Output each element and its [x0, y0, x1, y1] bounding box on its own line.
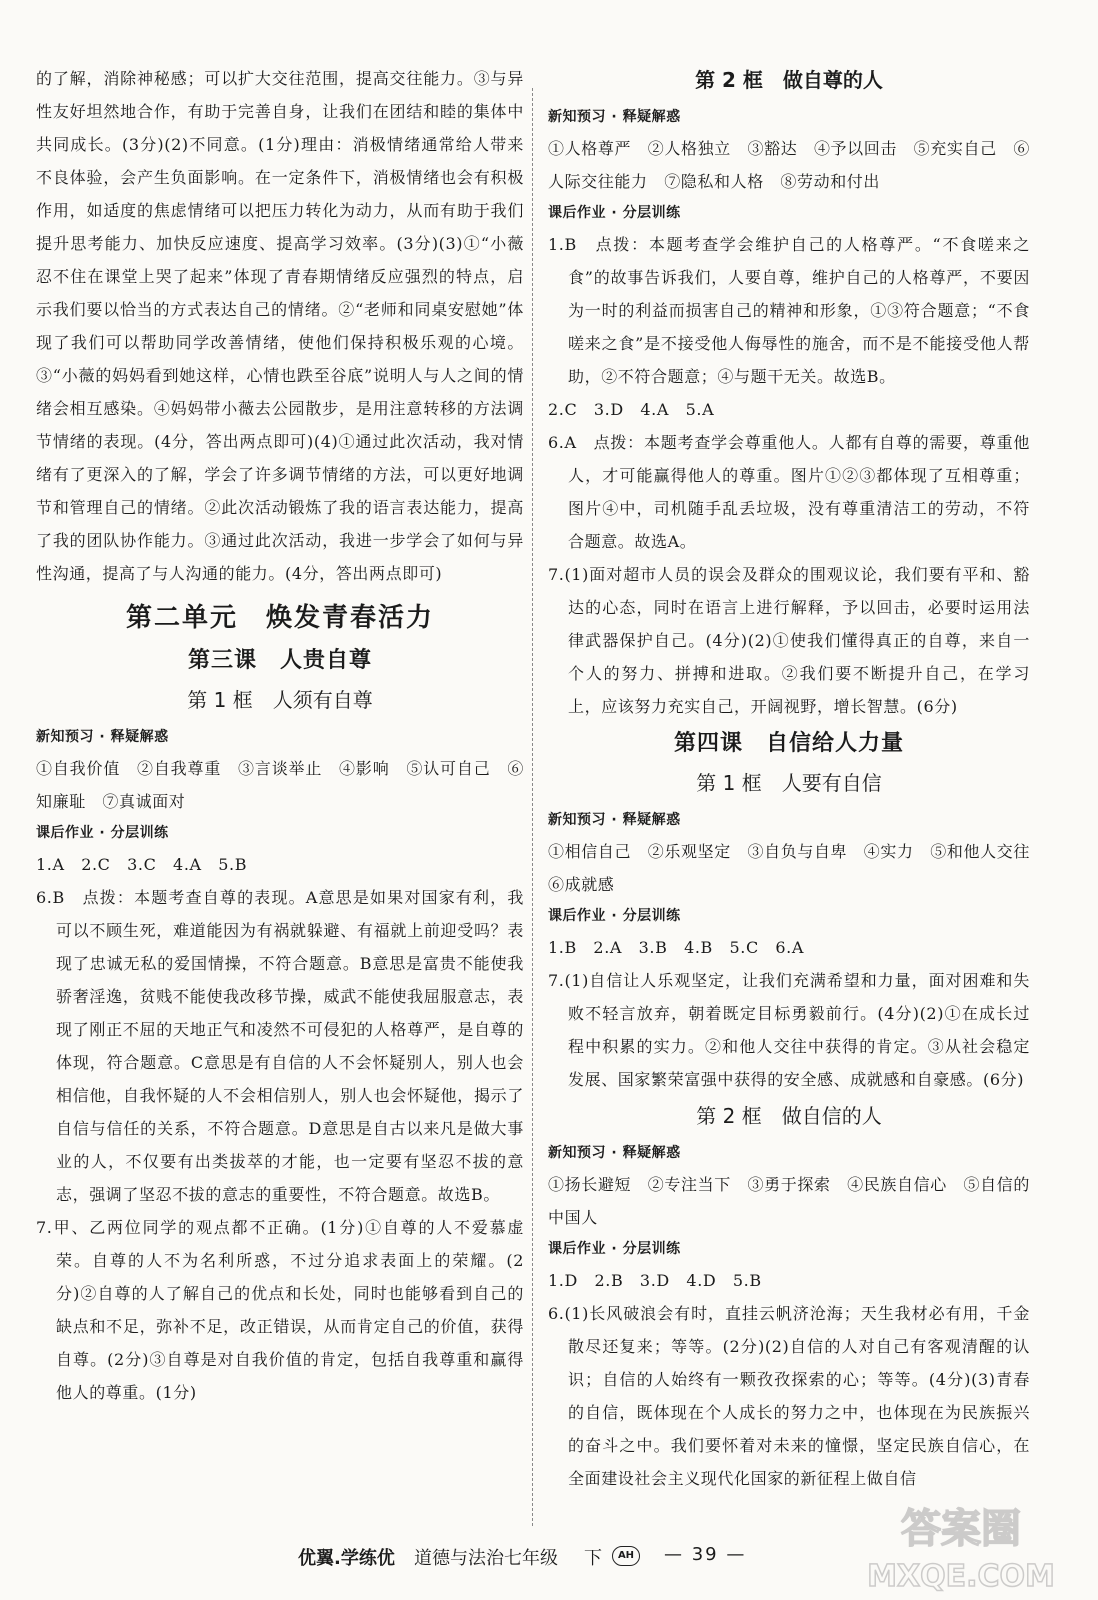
- question-1-answer: 1.B 点拨：本题考查学会维护自己的人格尊严。“不食嗟来之食”的故事告诉我们，人要自尊，维护自己的人格尊严，不要因为一时的利益而损害自己的精神和形象，①③符合题意；“不食嗟来之食”是不接受他人侮辱性的施舍，而不是不能接受他人帮助，②不符合题意；④与题干无关。故选B。: [548, 235, 1030, 386]
- question-7-answer: 7.(1)面对超市人员的误会及群众的围观议论，我们要有平和、豁达的心态，同时在语言上进行解释，予以回击，必要时运用法律武器保护自己。(4分)(2)①使我们懂得真正的自尊，来自一个人的努力、拼搏和进取。②我们要不断提升自己，在学习上，应该努力充实自己，开阔视野，增长智慧。(6分): [548, 565, 1030, 716]
- frame-title: 第 1 框 人要有自信: [696, 771, 882, 795]
- section-heading-homework: 课后作业 · 分层训练: [548, 205, 681, 221]
- section-heading-preview: 新知预习 · 释疑解惑: [548, 109, 681, 125]
- frame-title: 第 2 框 做自信的人: [696, 1104, 882, 1128]
- preview-answers: ①相信自己 ②乐观坚定 ③自负与自卑 ④实力 ⑤和他人交往 ⑥成就感: [548, 842, 1047, 894]
- edition-badge: AH: [612, 1546, 640, 1566]
- frame-title: 第 2 框 做自尊的人: [695, 68, 883, 92]
- frame-title: 第 1 框 人须有自尊: [187, 688, 373, 712]
- question-7-answer: 7.(1)自信让人乐观坚定，让我们充满希望和力量，面对困难和失败不轻言放弃，朝着既定目标勇毅前行。(4分)(2)①在成长过程中积累的实力。②和他人交往中获得的肯定。③从社会稳定发展、国家繁荣富强中获得的安全感、成就感和自豪感。(6分): [548, 971, 1030, 1089]
- unit-title: 第二单元 焕发青春活力: [125, 603, 434, 633]
- section-heading-preview: 新知预习 · 释疑解惑: [548, 1145, 681, 1161]
- section-heading-homework: 课后作业 · 分层训练: [548, 908, 681, 924]
- section-heading-homework: 课后作业 · 分层训练: [548, 1241, 681, 1257]
- right-column: [548, 62, 1047, 1495]
- question-7-answer: 7.甲、乙两位同学的观点都不正确。(1分)①自尊的人不爱慕虚荣。自尊的人不为名利所惑，不过分追求表面上的荣耀。(2分)②自尊的人了解自己的优点和长处，同时也能够看到自己的缺点和不足，弥补不足，改正错误，从而肯定自己的价值，获得自尊。(2分)③自尊是对自我价值的肯定，包括自我尊重和赢得他人的尊重。(1分): [36, 1218, 524, 1402]
- brand-name: 优翼.学练优: [298, 1548, 395, 1569]
- choice-answers: 1.B 2.A 3.B 4.B 5.C 6.A: [548, 938, 805, 957]
- page-number: — 39 —: [664, 1544, 747, 1565]
- continued-answer: 的了解，消除神秘感；可以扩大交往范围，提高交往能力。③与异性友好坦然地合作，有助于完善自身，让我们在团结和睦的集体中共同成长。(3分)(2)不同意。(1分)理由：消极情绪通常给人带来不良体验，会产生负面影响。在一定条件下，消极情绪也会有积极作用，如适度的焦虑情绪可以把压力转化为动力，从而有助于我们提升思考能力、加快反应速度、提高学习效率。(3分)(3)①“小薇忍不住在课堂上哭了起来”体现了青春期情绪反应强烈的特点，启示我们要以恰当的方式表达自己的情绪。②“老师和同桌安慰她”体现了我们可以帮助同学改善情绪，使他们保持积极乐观的心境。③“小薇的妈妈看到她这样，心情也跌至谷底”说明人与人之间的情绪会相互感染。④妈妈带小薇去公园散步，是用注意转移的方法调节情绪的表现。(4分，答出两点即可)(4)①通过此次活动，我对情绪有了更深入的了解，学会了许多调节情绪的方法，可以更好地调节和管理自己的情绪。②此次活动锻炼了我的语言表达能力，提高了我的团队协作能力。③通过此次活动，我进一步学会了如何与异性沟通，提高了与人沟通的能力。(4分，答出两点即可): [36, 69, 524, 583]
- question-6-answer: 6.B 点拨：本题考查自尊的表现。A意思是如果对国家有利，我可以不顾生死，难道能因为有祸就躲避、有福就上前迎受吗？表现了忠诚无私的爱国情操，不符合题意。B意思是富贵不能使我骄奢淫逸，贫贱不能使我改移节操，威武不能使我屈服意志，表现了刚正不屈的天地正气和凌然不可侵犯的人格尊严，是自尊的体现，符合题意。C意思是有自信的人不会怀疑别人，别人也会相信他，自我怀疑的人不会相信别人，别人也会怀疑他，揭示了自信与信任的关系，不符合题意。D意思是自古以来凡是做大事业的人，不仅要有出类拔萃的才能，也一定要有坚忍不拔的意志，强调了坚忍不拔的意志的重要性，不符合题意。故选B。: [36, 888, 524, 1204]
- watermark-top-text: 答案圈: [901, 1506, 1021, 1552]
- choice-answers: 1.D 2.B 3.D 4.D 5.B: [548, 1271, 762, 1290]
- subject-label: 道德与法治七年级: [414, 1548, 558, 1569]
- question-6-answer: 6.A 点拨：本题考查学会尊重他人。人都有自尊的需要，尊重他人，才可能赢得他人的尊重。图片①②③都体现了互相尊重；图片④中，司机随手乱丢垃圾，没有尊重清洁工的劳动，不符合题意。故选A。: [548, 433, 1030, 551]
- preview-answers: ①扬长避短 ②专注当下 ③勇于探索 ④民族自信心 ⑤自信的中国人: [548, 1175, 1030, 1227]
- preview-answers: ①自我价值 ②自我尊重 ③言谈举止 ④影响 ⑤认可自己 ⑥知廉耻 ⑦真诚面对: [36, 759, 524, 811]
- term-label: 下: [584, 1548, 602, 1569]
- preview-answers: ①人格尊严 ②人格独立 ③豁达 ④予以回击 ⑤充实自己 ⑥人际交往能力 ⑦隐私和人格 ⑧劳动和付出: [548, 139, 1030, 191]
- choice-answers: 1.A 2.C 3.C 4.A 5.B: [36, 855, 248, 874]
- section-heading-homework: 课后作业 · 分层训练: [36, 825, 169, 841]
- lesson-title: 第三课 人贵自尊: [187, 648, 372, 673]
- lesson-title: 第四课 自信给人力量: [673, 731, 904, 756]
- watermark-icon: [836, 1496, 1086, 1596]
- left-column: [36, 62, 524, 1409]
- column-divider: [532, 88, 533, 1526]
- choice-answers: 2.C 3.D 4.A 5.A: [548, 400, 715, 419]
- question-6-answer: 6.(1)长风破浪会有时，直挂云帆济沧海；天生我材必有用，千金散尽还复来；等等。(2分)(2)自信的人对自己有客观清醒的认识；自信的人始终有一颗孜孜探索的心；等等。(4分)(3)青春的自信，既体现在个人成长的努力之中，也体现在为民族振兴的奋斗之中。我们要怀着对未来的憧憬，坚定民族自信心，在全面建设社会主义现代化国家的新征程上做自信: [548, 1304, 1030, 1488]
- watermark-logo: [836, 1496, 1086, 1596]
- section-heading-preview: 新知预习 · 释疑解惑: [548, 812, 681, 828]
- watermark-bottom-text: MXQE.COM: [867, 1559, 1055, 1594]
- section-heading-preview: 新知预习 · 释疑解惑: [36, 729, 169, 745]
